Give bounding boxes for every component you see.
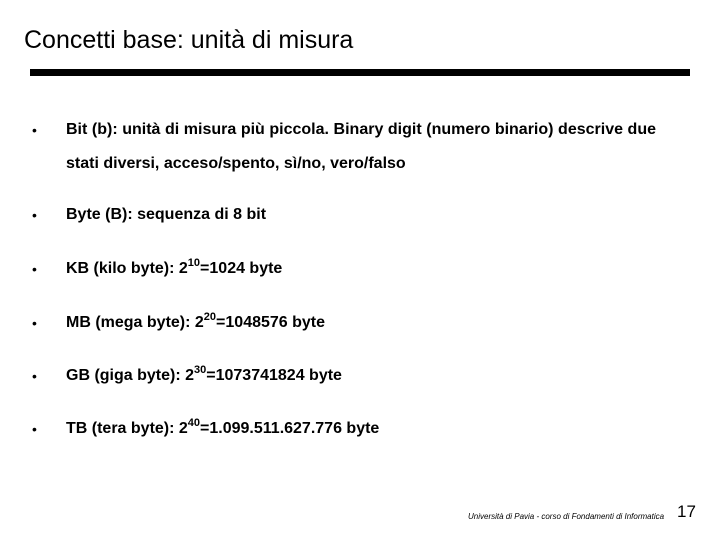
mb-suffix: =1048576 byte: [216, 314, 326, 331]
tb-suffix: =1.099.511.627.776 byte: [200, 420, 380, 437]
page-number: 17: [677, 502, 696, 521]
tb-exponent: 40: [187, 416, 201, 429]
bullet-text-tb: [66, 416, 380, 438]
slide-title: Concetti base: unità di misura: [24, 26, 354, 54]
mb-prefix: MB (mega byte): 2: [66, 314, 204, 331]
bullet-text-kb: [66, 256, 283, 278]
gb-prefix: GB (giga byte): 2: [66, 367, 195, 384]
bullet-text-byte: Byte (B): sequenza di 8 bit: [66, 206, 267, 223]
bullet-text-bit: Bit (b): unità di misura più piccola. Binary digit (numero binario) descrive due stati diversi, acceso/spento, sì/no, vero/falso: [66, 121, 656, 172]
bullet-dot: •: [32, 315, 37, 331]
bullet-dot: •: [32, 261, 37, 277]
gb-suffix: =1073741824 byte: [206, 367, 342, 384]
bullet-text-gb: [66, 363, 342, 385]
kb-prefix: KB (kilo byte): 2: [66, 260, 188, 277]
bullet-text-mb: [66, 310, 326, 332]
kb-exponent: 10: [187, 256, 201, 269]
kb-suffix: =1024 byte: [200, 260, 283, 277]
bullet-dot: •: [32, 368, 37, 384]
tb-prefix: TB (tera byte): 2: [66, 420, 188, 437]
bullet-dot: •: [32, 122, 37, 138]
mb-exponent: 20: [203, 310, 217, 323]
title-divider: [30, 69, 690, 76]
bullet-dot: •: [32, 421, 37, 437]
gb-exponent: 30: [194, 363, 207, 376]
bullet-dot: •: [32, 207, 37, 223]
footer-course-text: Università di Pavia - corso di Fondamenti di Informatica: [468, 512, 665, 521]
